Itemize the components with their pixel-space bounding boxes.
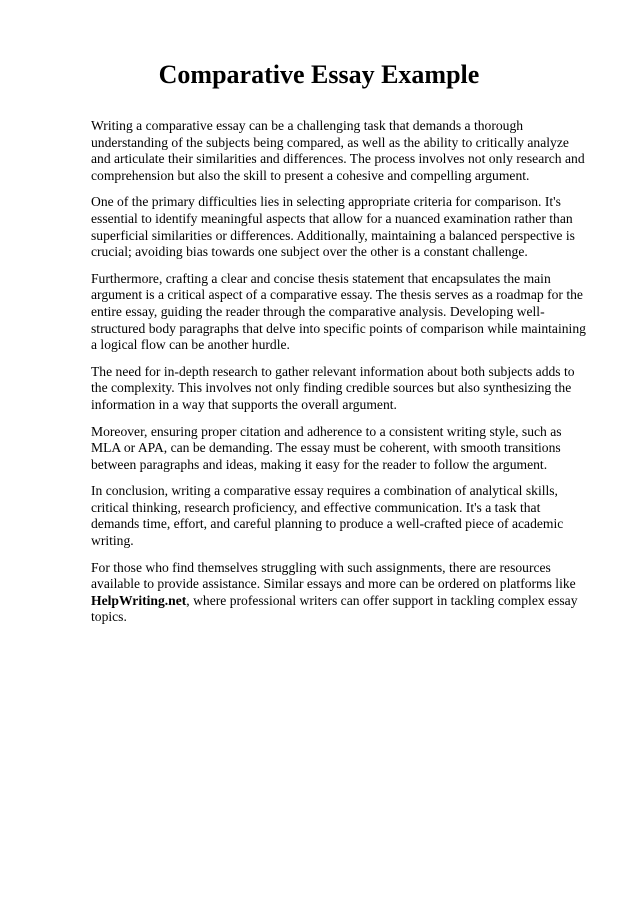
paragraph-6: In conclusion, writing a comparative essay requires a combination of analytical skills, critical thinking, research proficiency, and effective communication. It's a task that demands time, effort, and careful planning to produce a well-crafted piece of academic writing. (91, 483, 564, 549)
document-body (91, 118, 591, 636)
paragraph-5: Moreover, ensuring proper citation and adherence to a consistent writing style, such as MLA or APA, can be demanding. The essay must be coherent, with smooth transitions between paragraphs and ideas, making it easy for the reader to follow the argument. (91, 423, 562, 472)
paragraph-4: The need for in-depth research to gather relevant information about both subjects adds to the complexity. This involves not only finding credible sources but also synthesizing the information in a way that supports the overall argument. (91, 363, 575, 412)
paragraph-1: Writing a comparative essay can be a challenging task that demands a thorough understanding of the subjects being compared, as well as the ability to critically analyze and articulate their similarities and differences. The process involves not only research and comprehension but also the skill to present a cohesive and compelling argument. (91, 118, 585, 183)
paragraph-2: One of the primary difficulties lies in selecting appropriate criteria for comparison. It's essential to identify meaningful aspects that allow for a nuanced examination rather than superficial similarities or differences. Additionally, maintaining a balanced perspective is crucial; avoiding bias towards one subject over the other is a constant challenge. (91, 194, 575, 260)
brand-name: HelpWriting.net (91, 592, 187, 608)
paragraph-3: Furthermore, crafting a clear and concise thesis statement that encapsulates the main argument is a critical aspect of a comparative essay. The thesis serves as a roadmap for the entire essay, guiding the reader through the comparative analysis. Developing well-structured body paragraphs that delve into specific points of comparison while maintaining a logical flow can be another hurdle. (91, 270, 586, 353)
paragraph-7-text-before: For those who find themselves struggling with such assignments, there are resources available to provide assistance. Similar essays and more can be ordered on platforms like (91, 559, 576, 592)
paragraph-7 (91, 560, 591, 626)
document-title: Comparative Essay Example (158, 60, 480, 89)
paragraph-7-text-after: , where professional writers can offer support in tackling complex essay topics. (91, 592, 578, 625)
